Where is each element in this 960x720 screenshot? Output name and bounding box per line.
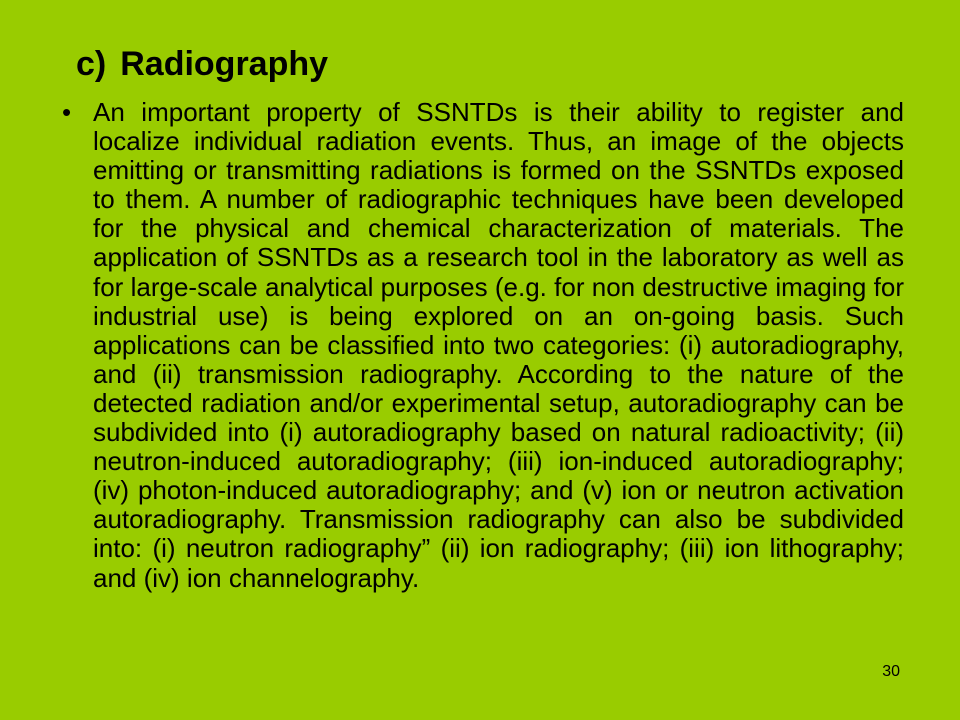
page-number: 30 [882, 663, 900, 680]
slide-title [76, 44, 328, 84]
slide-title-label: c) [76, 45, 107, 83]
bullet-icon: • [62, 97, 72, 127]
slide-title-text: Radiography [120, 45, 329, 83]
bullet-text: An important property of SSNTDs is their ability to register and localize individual radiation events. Thus, an image of the objects emitting or transmitting radiations is formed on the SSNTDs exposed to them. A number of radiographic techniques have been developed for the physical and chemical characterization of materials. The application of SSNTDs as a research tool in the laboratory as well as for large-scale analytical purposes (e.g. for non destructive imaging for industrial use) is being explored on an on-going basis. Such applications can be classified into two categories: (i) autoradiography, and (ii) transmission radiography. According to the nature of the detected radiation and/or experimental setup, autoradiography can be subdivided into (i) autoradiography based on natural radioactivity; (ii) neutron-induced autoradiography; (iii) ion-induced autoradiography; (iv) photon-induced autoradiography; and (v) ion or neutron activation autoradiography. Transmission radiography can also be subdivided into: (i) neutron radiography” (ii) ion radiography; (iii) ion lithography; and (iv) ion channelography. [93, 97, 904, 593]
